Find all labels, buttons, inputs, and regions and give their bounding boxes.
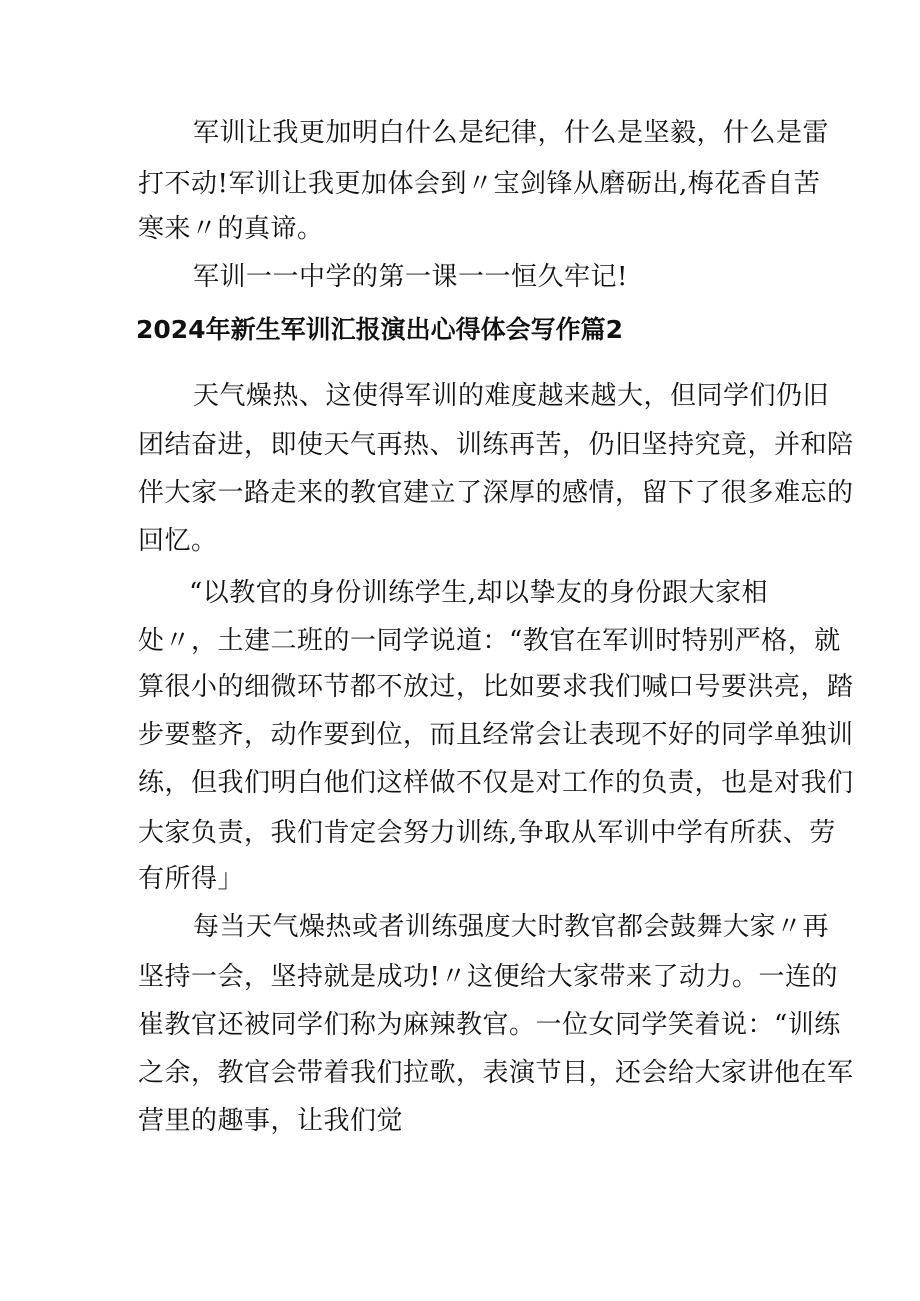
section-paragraph-1-line-4: 回忆。 — [138, 526, 218, 556]
section-paragraph-1-line-3: 伴大家一路走来的教官建立了深厚的感情，留下了很多难忘的 — [138, 478, 854, 508]
section-paragraph-2-line-7: 有所得」 — [138, 864, 245, 894]
section-paragraph-1-line-2: 团结奋进，即使天气再热、训练再苦，仍旧坚持究竟，并和陪 — [138, 430, 854, 460]
section-paragraph-2-line-2: 处〃，土建二班的一同学说道：“教官在军训时特别严格，就 — [138, 626, 841, 656]
section-paragraph-2-line-5: 练，但我们明白他们这样做不仅是对工作的负责，也是对我们 — [138, 768, 854, 798]
section-heading: 2024年新生军训汇报演出心得体会写作篇2 — [136, 315, 623, 344]
section-paragraph-2-line-3: 算很小的细微环节都不放过，比如要求我们喊口号要洪亮，踏 — [138, 672, 854, 702]
paragraph-1-line-1: 军训让我更加明白什么是纪律，什么是坚毅，什么是雷 — [193, 118, 830, 148]
section-paragraph-3-line-1: 每当天气燥热或者训练强度大时教官都会鼓舞大家〃再 — [193, 912, 830, 942]
section-paragraph-3-line-3: 崔教官还被同学们称为麻辣教官。一位女同学笑着说：“训练 — [138, 1010, 841, 1040]
section-paragraph-1-line-1: 天气燥热、这使得军训的难度越来越大，但同学们仍旧 — [193, 381, 830, 411]
section-paragraph-2-line-1: “以教官的身份训练学生,却以挚友的身份跟大家相 — [189, 578, 769, 608]
paragraph-1-line-2: 打不动!军训让我更加体会到〃宝剑锋从磨砺出,梅花香自苦 — [138, 169, 821, 199]
paragraph-1-line-3: 寒来〃的真谛。 — [138, 214, 324, 244]
section-paragraph-3-line-5: 营里的趣事，让我们觉 — [138, 1106, 404, 1136]
section-paragraph-3-line-2: 坚持一会，坚持就是成功!〃这便给大家带来了动力。一连的 — [138, 962, 838, 992]
section-paragraph-2-line-4: 步要整齐，动作要到位，而且经常会让表现不好的同学单独训 — [138, 720, 854, 750]
section-paragraph-3-line-4: 之余，教官会带着我们拉歌，表演节目，还会给大家讲他在军 — [138, 1058, 854, 1088]
paragraph-2-line-1: 军训一一中学的第一课一一恒久牢记! — [193, 262, 628, 292]
section-paragraph-2-line-6: 大家负责，我们肯定会努力训练,争取从军训中学有所获、劳 — [138, 818, 836, 848]
